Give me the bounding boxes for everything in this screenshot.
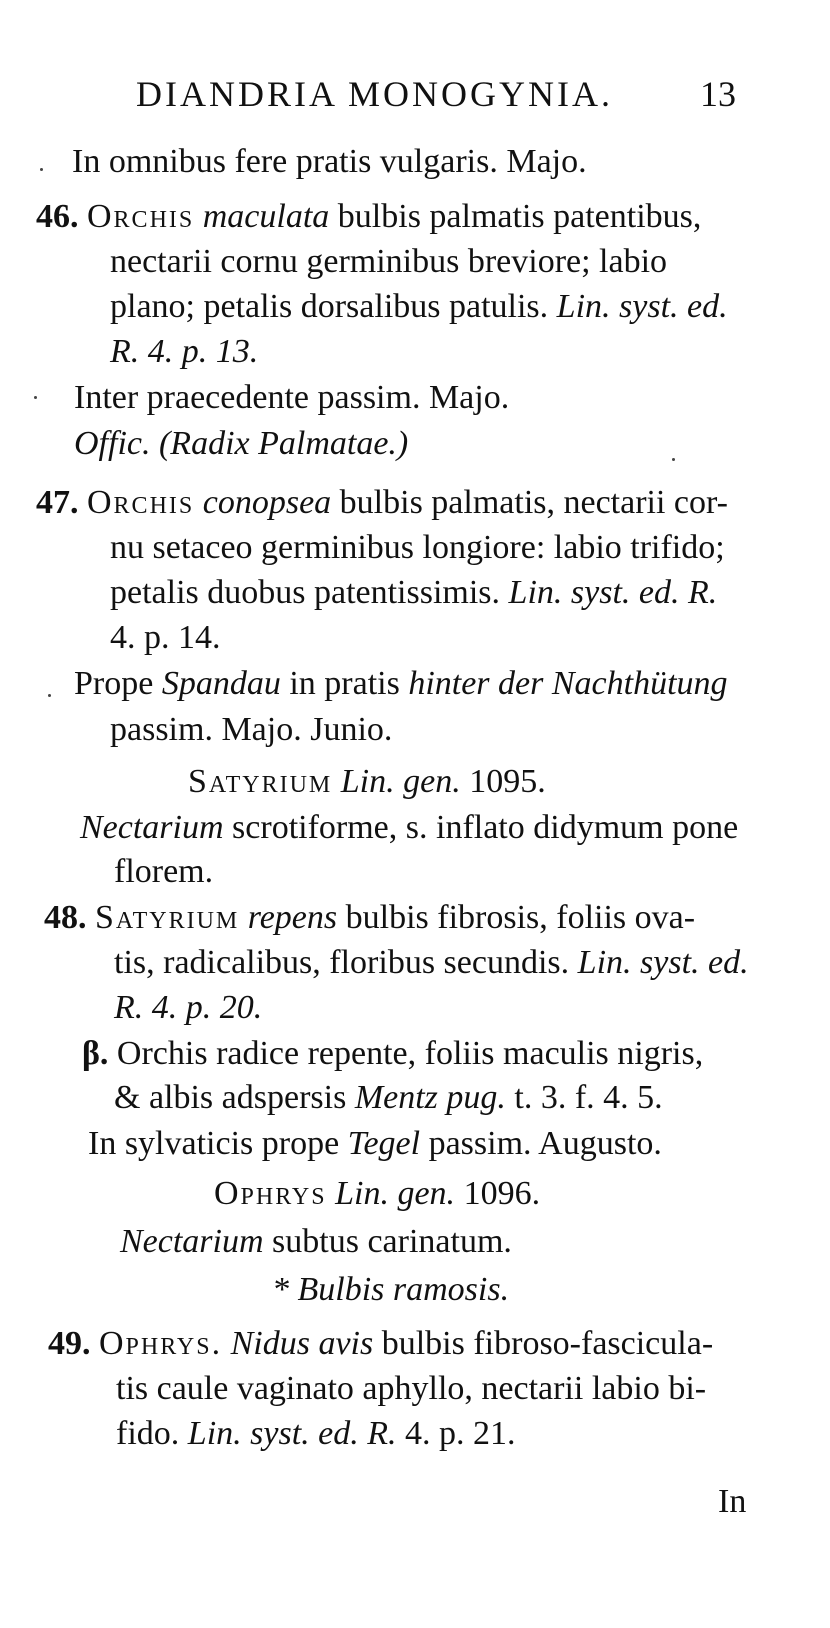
place-name: hinter der Nachthütung [408, 665, 728, 702]
description: fido. [116, 1415, 180, 1452]
description: & albis adspersis [114, 1079, 347, 1116]
citation-ref: 4. p. 21. [405, 1415, 516, 1452]
locality-text: passim. Augusto. [428, 1125, 662, 1162]
description: bulbis palmatis, nectarii cor- [339, 484, 728, 521]
nectarium-term: Nectarium [120, 1223, 264, 1260]
text-line [110, 285, 728, 329]
description: bulbis fibroso-fascicula- [381, 1325, 714, 1362]
running-head: DIANDRIA MONOGYNIA. [136, 74, 613, 114]
entry-number: 46. [36, 198, 79, 235]
genus-number: 1096. [463, 1175, 541, 1212]
genus-character [120, 1220, 512, 1264]
entry-number: 48. [44, 899, 87, 936]
description: plano; petalis dorsalibus patulis. [110, 288, 549, 325]
citation: Lin. syst. ed. R. [187, 1415, 397, 1452]
entry-46 [36, 195, 701, 239]
locality-line [88, 1122, 662, 1166]
locality-text: in pratis [289, 665, 400, 702]
species-name: Nidus avis [230, 1325, 374, 1362]
citation: Lin. syst. ed. R. [508, 574, 718, 611]
scan-speck [48, 694, 51, 697]
locality-line: Inter praecedente passim. Majo. [74, 379, 510, 416]
citation: R. 4. p. 20. [114, 989, 263, 1026]
text-line: tis caule vaginato aphyllo, nectarii labio bi- [116, 1370, 707, 1407]
scan-speck [672, 458, 675, 461]
place-name: Tegel [347, 1125, 421, 1162]
citation-ref: t. 3. f. 4. 5. [514, 1079, 663, 1116]
entry-47 [36, 481, 728, 525]
genus-number: 1095. [469, 763, 546, 800]
genus-name: Orchis [87, 484, 195, 521]
scan-speck [40, 168, 43, 171]
text-line [116, 1412, 516, 1456]
text-line: nu setaceo germinibus longiore: labio trifido; [110, 529, 725, 566]
text-line [114, 1076, 663, 1120]
variety-line [82, 1032, 703, 1076]
description: scrotiforme, s. inflato didymum pone [232, 809, 739, 846]
place-name: Spandau [161, 665, 281, 702]
description: bulbis palmatis patentibus, [337, 198, 702, 235]
description: tis, radicalibus, floribus secundis. [114, 944, 570, 981]
genus-name: Ophrys [214, 1175, 327, 1212]
text-line: florem. [114, 853, 214, 890]
text-line [114, 941, 749, 985]
locality-text: Prope [74, 665, 154, 702]
page-number: 13 [700, 74, 736, 114]
locality-line: passim. Majo. Junio. [110, 711, 393, 748]
description: petalis duobus patentissimis. [110, 574, 501, 611]
species-name: conopsea [202, 484, 332, 521]
description: subtus carinatum. [272, 1223, 512, 1260]
citation: 4. p. 14. [110, 619, 221, 656]
scan-speck [34, 396, 37, 399]
species-name: repens [247, 899, 338, 936]
genus-name: Ophrys. [99, 1325, 223, 1362]
citation: Lin. gen. [340, 763, 461, 800]
nectarium-term: Nectarium [80, 809, 224, 846]
citation: Mentz pug. [354, 1079, 506, 1116]
description: Orchis radice repente, foliis maculis nigris, [116, 1035, 704, 1072]
catchword: In [718, 1483, 747, 1520]
locality-line [74, 662, 728, 706]
genus-name: Orchis [87, 198, 195, 235]
entry-number: 49. [48, 1325, 91, 1362]
citation: R. 4. p. 13. [110, 333, 259, 370]
text-line: In omnibus fere pratis vulgaris. Majo. [72, 143, 587, 180]
entry-48 [44, 896, 695, 940]
entry-number: 47. [36, 484, 79, 521]
text-line: nectarii cornu germinibus breviore; labio [110, 243, 668, 280]
subdivision-heading: * Bulbis ramosis. [272, 1271, 510, 1308]
description: bulbis fibrosis, foliis ova- [345, 899, 696, 936]
citation: Lin. gen. [335, 1175, 456, 1212]
citation: Lin. syst. ed. [556, 288, 728, 325]
variety-marker: β. [82, 1035, 109, 1072]
genus-character [80, 806, 738, 850]
text-line [110, 571, 717, 615]
species-name: maculata [202, 198, 330, 235]
locality-text: In sylvaticis prope [88, 1125, 340, 1162]
officinal-note: Offic. (Radix Palmatae.) [74, 425, 409, 462]
genus-name: Satyrium [95, 899, 240, 936]
citation: Lin. syst. ed. [577, 944, 749, 981]
genus-name: Satyrium [188, 763, 333, 800]
genus-heading [188, 760, 546, 804]
entry-49 [48, 1322, 713, 1366]
genus-heading [214, 1172, 540, 1216]
